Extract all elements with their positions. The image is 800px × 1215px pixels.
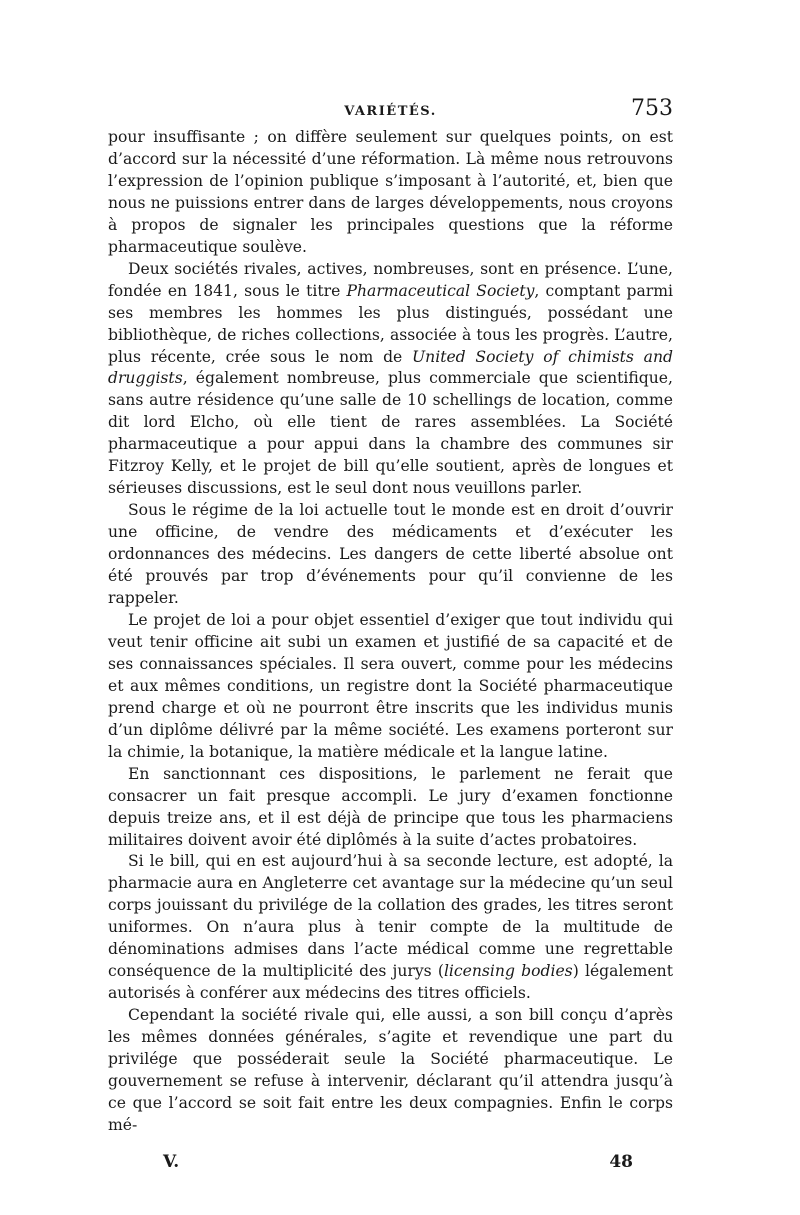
text-run: En sanctionnant ces dispositions, le parlement ne ferait que consacrer un fait presque accompli. Le jury d’examen fonctionne depuis treize ans, et il est déjà de principe que tous les pharmaciens militaires doivent avoir été diplômés à la suite d’actes probatoires.: [108, 764, 673, 849]
page-footer: [108, 1152, 673, 1182]
text-run: , comptant parmi ses membres les hommes les plus distingués, possédant une bibliothèque, de riches collections, associée à tous les progrès. L’autre, plus récente, crée sous le nom de: [108, 281, 673, 366]
text-run: , également nombreuse, plus commerciale que scientifique, sans autre résidence qu’une salle de 10 schellings de location, comme dit lord Elcho, où elle tient de rares assemblées. La Société pharmaceutique a pour appui dans la chambre des communes sir Fitzroy Kelly, et le projet de bill qu’elle soutient, après de longues et sérieuses discussions, est le seul dont nous veuillons parler.: [108, 369, 673, 498]
paragraph: [108, 500, 673, 610]
paragraph: [108, 127, 673, 259]
text-run: Deux sociétés rivales, actives, nombreuses, sont en présence. L’une, fondée en 1841, sous le titre: [108, 259, 673, 300]
italic-title: Pharmaceutical Society: [346, 281, 535, 300]
text-run: ) légalement autorisés à conférer aux médecins des titres officiels.: [108, 962, 673, 1003]
running-title: VARIÉTÉS.: [344, 104, 437, 119]
paragraph: [108, 1005, 673, 1137]
paragraph: [108, 610, 673, 764]
text-run: Sous le régime de la loi actuelle tout le monde est en droit d’ouvrir une officine, de vendre des médicaments et d’exécuter les ordonnances des médecins. Les dangers de cette liberté absolue ont été prouvés par trop d’événements pour qu’il convienne de les rappeler.: [108, 501, 673, 608]
text-run: pour insuffisante ; on diffère seulement sur quelques points, on est d’accord sur la nécessité d’une réformation. Là même nous retrouvons l’expression de l’opinion publique s’imposant à l’autorité, et, bien que nous ne puissions entrer dans de larges développements, nous croyons à propos de signaler les principales questions que la réforme pharmaceutique soulève.: [108, 128, 673, 256]
paragraph: [108, 259, 673, 500]
paragraph: [108, 851, 673, 1005]
body-text: [108, 127, 673, 1137]
signature-mark: V.: [163, 1152, 180, 1172]
text-run: Cependant la société rivale qui, elle aussi, a son bill conçu d’après les mêmes données générales, s’agite et revendique une part du privilége que posséderait seule la Société pharmaceutique. Le gouvernement se refuse à intervenir, déclarant qu’il attendra jusqu’à ce que l’accord se soit fait entre les deux compagnies. Enfin le corps mé-: [108, 1006, 673, 1134]
text-run: Si le bill, qui en est aujourd’hui à sa seconde lecture, est adopté, la pharmacie aura en Angleterre cet avantage sur la médecine qu’un seul corps jouissant du privilége de la collation des grades, les titres seront uniformes. On n’aura plus à tenir compte de la multitude de dénominations admises dans l’acte médical comme une regrettable conséquence de la multiplicité des jurys (: [108, 852, 673, 981]
text-run: Le projet de loi a pour objet essentiel d’exiger que tout individu qui veut tenir officine ait subi un examen et justifié de sa capacité et de ses connaissances spéciales. Il sera ouvert, comme pour les médecins et aux mêmes conditions, un registre dont la Société pharmaceutique prend charge et où ne pourront être inscrits que les individus munis d’un diplôme délivré par la même société. Les examens porteront sur la chimie, la botanique, la matière médicale et la langue latine.: [108, 610, 673, 761]
page-number: 753: [631, 96, 673, 121]
italic-title: licensing bodies: [443, 962, 573, 981]
italic-title: United Society of chimists and druggists: [108, 347, 673, 388]
page-header: [108, 96, 673, 126]
paragraph: [108, 764, 673, 852]
sheet-number: 48: [609, 1152, 633, 1172]
